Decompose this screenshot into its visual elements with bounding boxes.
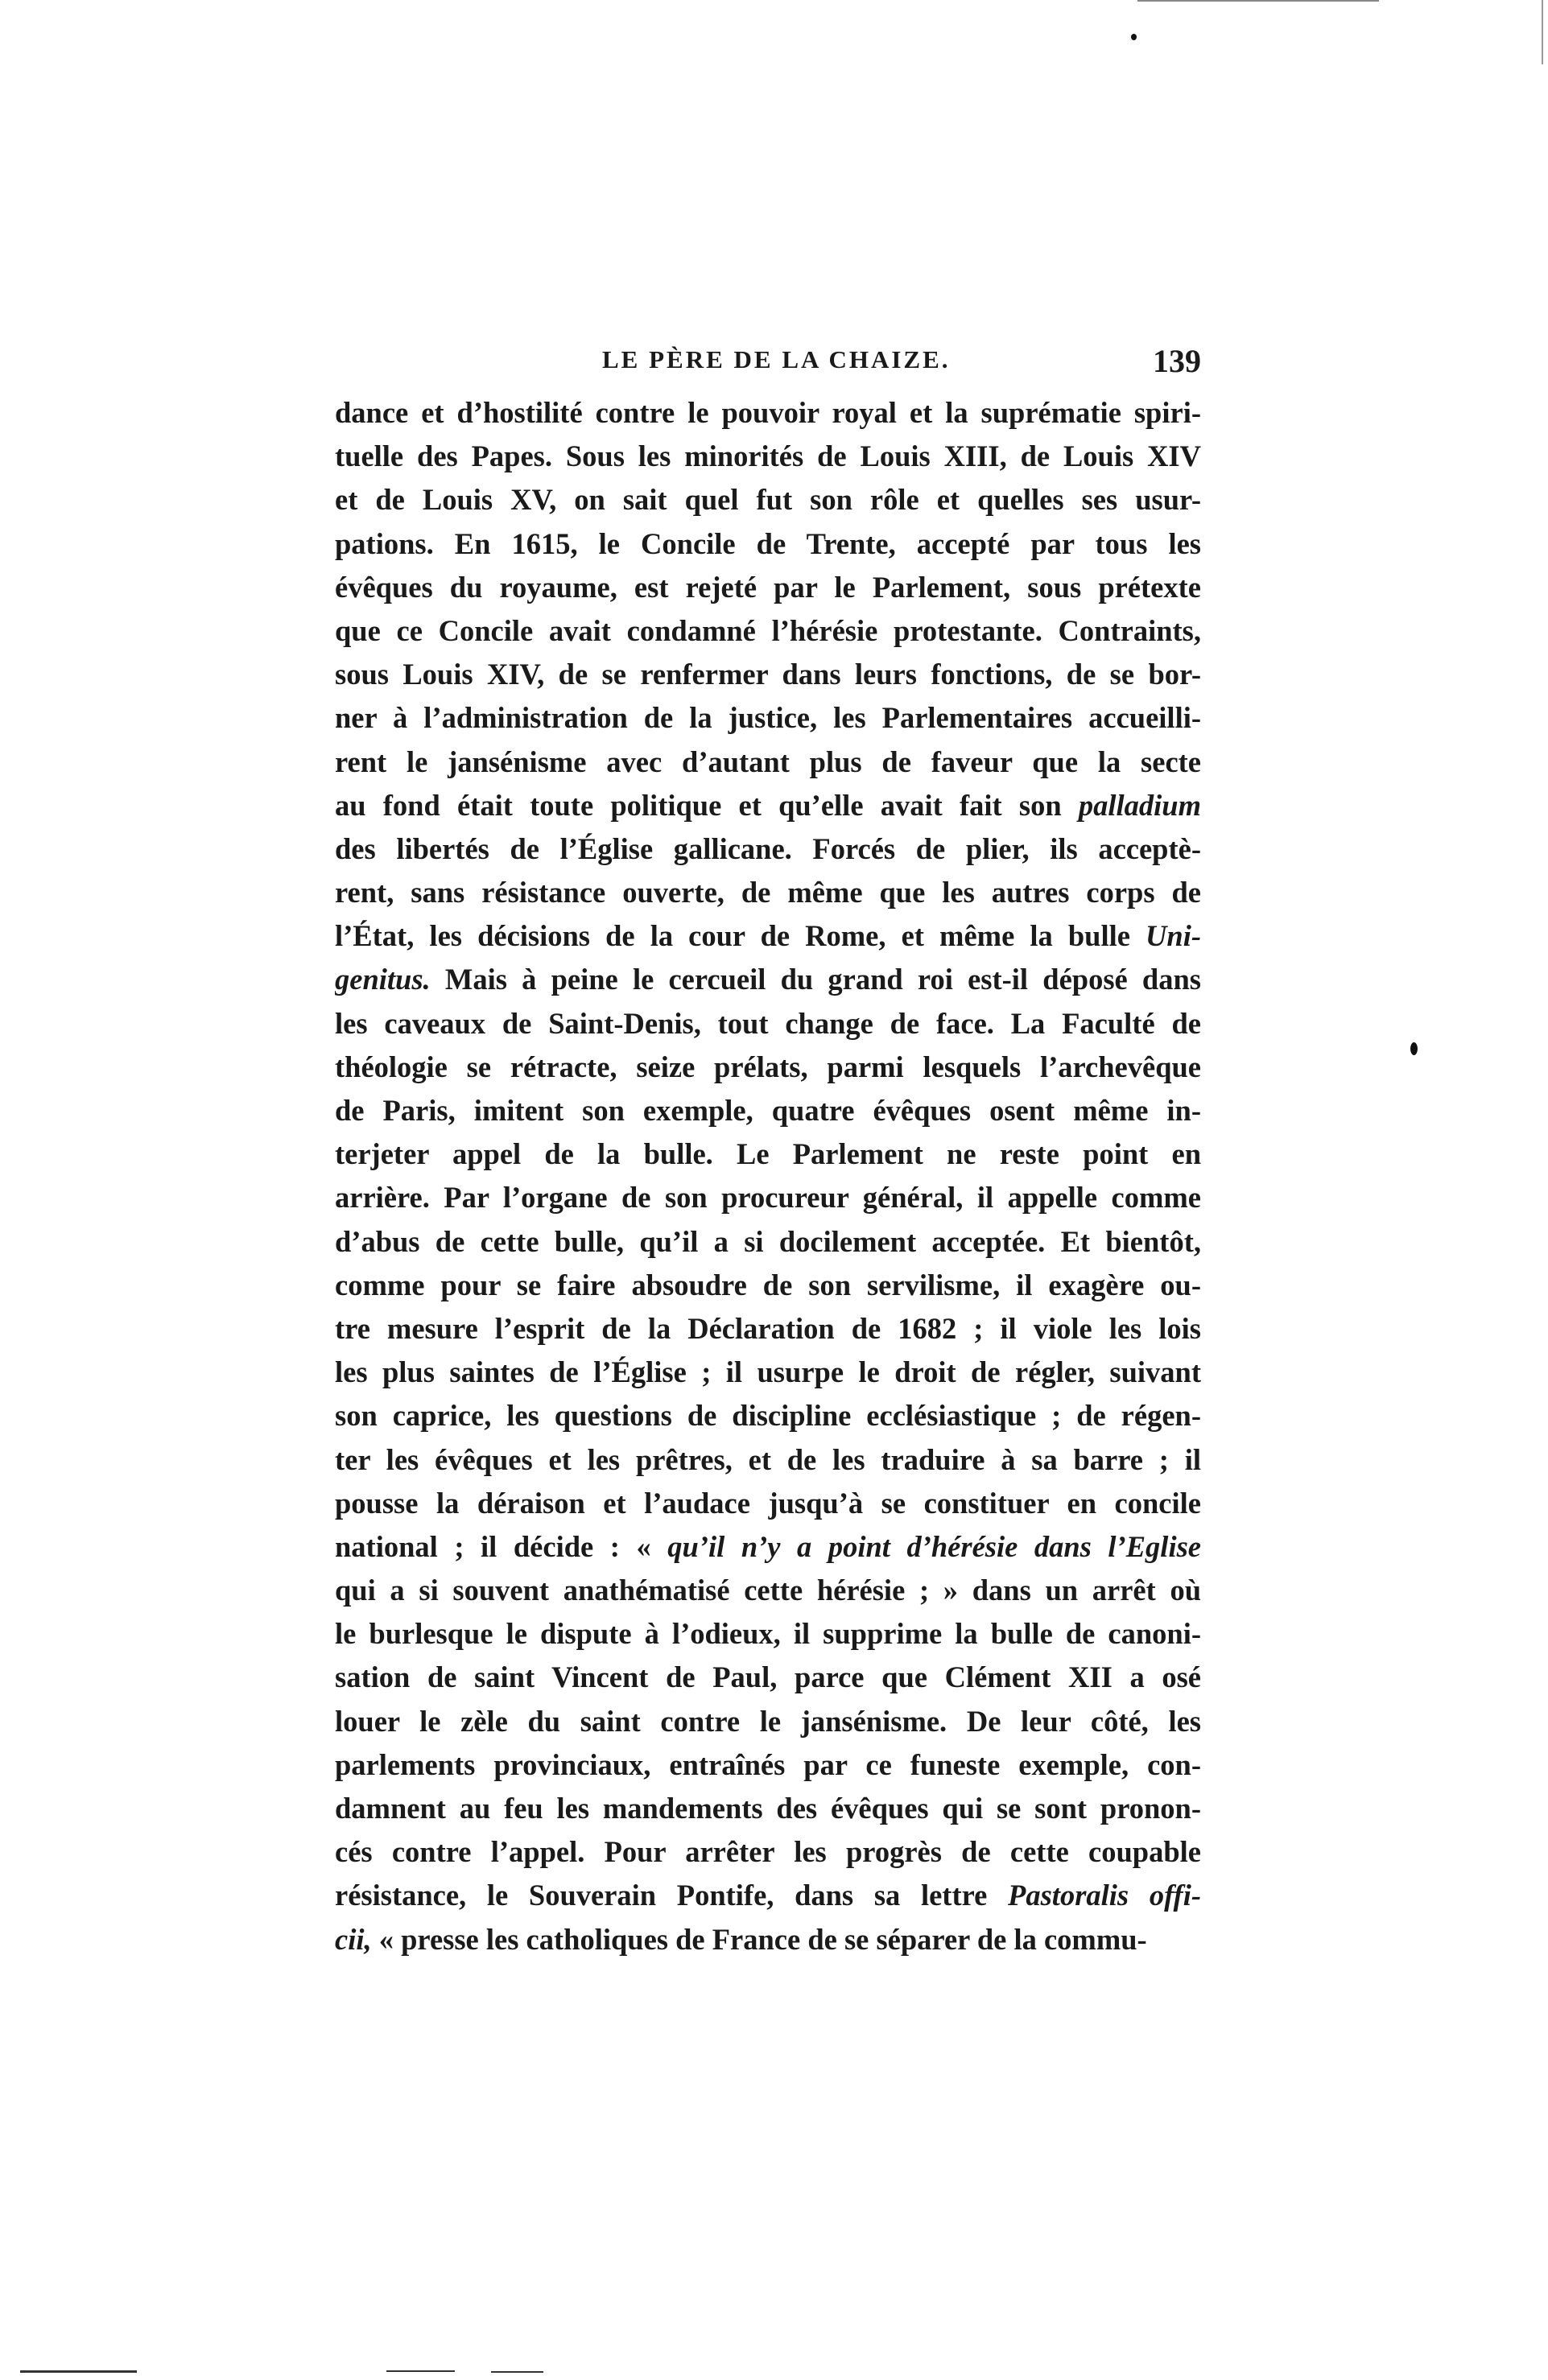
text-line: que ce Concile avait condamné l’hérésie protestante. Contraints, <box>335 613 1201 647</box>
text-line: tuelle des Papes. Sous les minorités de Louis XIII, de Louis XIV <box>335 439 1201 473</box>
text-line: damnent au feu les mandements des évêques qui se sont pronon- <box>335 1792 1201 1825</box>
body-text <box>335 391 1201 1961</box>
text-line: rent le jansénisme avec d’autant plus de faveur que la secte <box>335 745 1201 778</box>
text-line: national ; il décide : « qu’il n’y a point d’hérésie dans l’Eglise <box>335 1529 1201 1563</box>
text-line: son caprice, les questions de discipline ecclésiastique ; de régen- <box>335 1399 1201 1433</box>
italic-phrase: qu’il n’y a point d’hérésie dans l’Eglise <box>667 1529 1201 1563</box>
text-line: résistance, le Souverain Pontife, dans sa lettre Pastoralis offi- <box>335 1879 1201 1912</box>
text-line: cii, « presse les catholiques de France de se séparer de la commu- <box>335 1922 1147 1956</box>
scan-mark-right <box>1542 0 1543 64</box>
text-line: au fond était toute politique et qu’elle avait fait son palladium <box>335 788 1201 822</box>
text-line: rent, sans résistance ouverte, de même que les autres corps de <box>335 876 1201 910</box>
text-line: comme pour se faire absoudre de son servilisme, il exagère ou- <box>335 1268 1201 1301</box>
text-line: évêques du royaume, est rejeté par le Parlement, sous prétexte <box>335 570 1201 604</box>
text-line: sous Louis XIV, de se renfermer dans leurs fonctions, de se bor- <box>335 658 1201 691</box>
text-line: des libertés de l’Église gallicane. Forcés de plier, ils acceptè- <box>335 831 1201 865</box>
text-line: ner à l’administration de la justice, les Parlementaires accueilli- <box>335 701 1201 735</box>
text-line: terjeter appel de la bulle. Le Parlement ne reste point en <box>335 1137 1201 1171</box>
text-line: tre mesure l’esprit de la Déclaration de 1682 ; il viole les lois <box>335 1311 1201 1345</box>
text-line: cés contre l’appel. Pour arrêter les progrès de cette coupable <box>335 1835 1201 1869</box>
page-number: 139 <box>1153 343 1201 379</box>
text-line: pousse la déraison et l’audace jusqu’à se constituer en concile <box>335 1486 1201 1520</box>
text-line: qui a si souvent anathématisé cette hérésie ; » dans un arrêt où <box>335 1574 1201 1607</box>
text-line: genitus. Mais à peine le cercueil du grand roi est-il déposé dans <box>335 963 1201 996</box>
text-line: arrière. Par l’organe de son procureur général, il appelle comme <box>335 1181 1201 1215</box>
italic-phrase: palladium <box>1078 788 1201 822</box>
text-line: l’État, les décisions de la cour de Rome, et même la bulle Uni- <box>335 919 1201 953</box>
scan-edge-bottom <box>20 2370 137 2373</box>
italic-phrase: genitus. <box>335 963 431 996</box>
scan-edge-bottom <box>491 2371 543 2373</box>
text-line: louer le zèle du saint contre le jansénisme. De leur côté, les <box>335 1704 1201 1738</box>
text-line: les caveaux de Saint-Denis, tout change de face. La Faculté de <box>335 1006 1201 1040</box>
text-line: sation de saint Vincent de Paul, parce que Clément XII a osé <box>335 1660 1201 1694</box>
scan-speck <box>1131 34 1137 40</box>
text-line: pations. En 1615, le Concile de Trente, accepté par tous les <box>335 526 1201 560</box>
running-title: LE PÈRE DE LA CHAIZE. <box>602 345 951 373</box>
italic-phrase: cii, <box>335 1922 372 1956</box>
italic-phrase: Pastoralis offi- <box>1008 1879 1201 1912</box>
text-line: de Paris, imitent son exemple, quatre évêques osent même in- <box>335 1094 1201 1127</box>
text-line: parlements provinciaux, entraînés par ce funeste exemple, con- <box>335 1747 1201 1781</box>
scan-edge-bottom <box>386 2370 455 2372</box>
text-line: les plus saintes de l’Église ; il usurpe le droit de régler, suivant <box>335 1355 1201 1389</box>
text-line: le burlesque le dispute à l’odieux, il supprime la bulle de canoni- <box>335 1617 1201 1651</box>
text-line: d’abus de cette bulle, qu’il a si docilement acceptée. Et bientôt, <box>335 1224 1201 1258</box>
text-line: théologie se rétracte, seize prélats, parmi lesquels l’archevêque <box>335 1050 1201 1083</box>
scan-speck <box>1410 1042 1418 1055</box>
scan-mark-top <box>1137 0 1379 2</box>
italic-phrase: Uni- <box>1146 919 1201 953</box>
running-header <box>335 342 1201 382</box>
text-line: ter les évêques et les prêtres, et de les traduire à sa barre ; il <box>335 1442 1201 1476</box>
text-line: et de Louis XV, on sait quel fut son rôle et quelles ses usur- <box>335 483 1201 517</box>
text-line: dance et d’hostilité contre le pouvoir royal et la suprématie spiri- <box>335 396 1201 429</box>
